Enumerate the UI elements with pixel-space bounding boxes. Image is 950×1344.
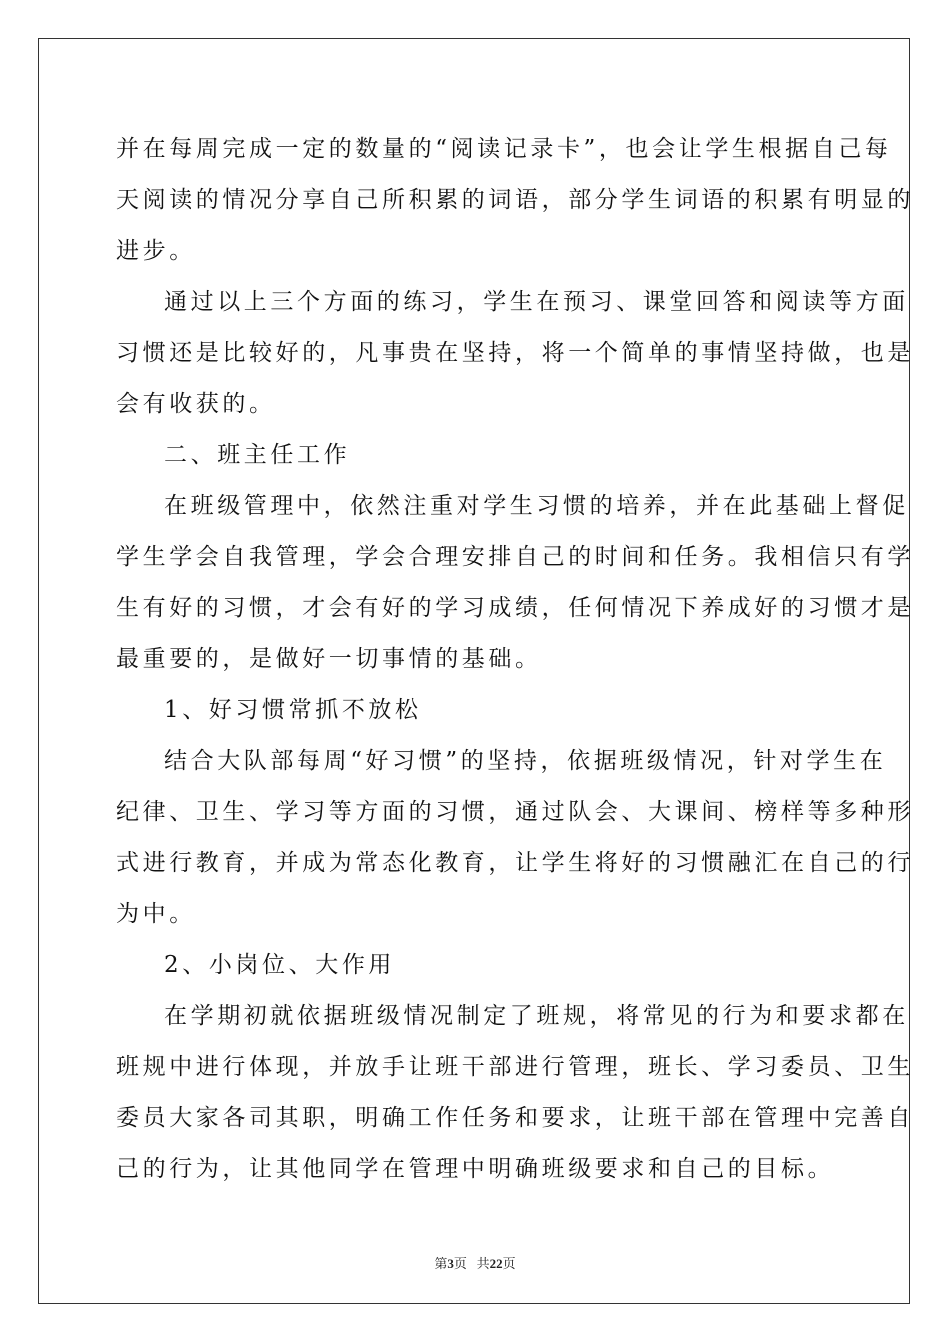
paragraph-line: 在班级管理中，依然注重对学生习惯的培养，并在此基础上督促 (164, 493, 909, 519)
paragraph-line: 在学期初就依据班级情况制定了班规，将常见的行为和要求都在 (164, 1003, 909, 1029)
subsection-heading: 2、小岗位、大作用 (164, 952, 396, 978)
paragraph-line: 己的行为，让其他同学在管理中明确班级要求和自己的目标。 (116, 1156, 835, 1182)
paragraph-line: 并在每周完成一定的数量的“阅读记录卡”，也会让学生根据自己每 (116, 136, 892, 162)
section-heading: 二、班主任工作 (164, 442, 351, 468)
paragraph-line: 纪律、卫生、学习等方面的习惯，通过队会、大课间、榜样等多种形 (116, 799, 914, 825)
paragraph-line: 式进行教育，并成为常态化教育，让学生将好的习惯融汇在自己的行 (116, 850, 914, 876)
paragraph-line: 习惯还是比较好的，凡事贵在坚持，将一个简单的事情坚持做，也是 (116, 340, 914, 366)
paragraph-line: 班规中进行体现，并放手让班干部进行管理，班长、学习委员、卫生 (116, 1054, 914, 1080)
paragraph-line: 生有好的习惯，才会有好的学习成绩，任何情况下养成好的习惯才是 (116, 595, 914, 621)
page-footer (0, 1253, 950, 1272)
total-suffix: 页 (502, 1256, 516, 1271)
document-body (116, 124, 914, 1195)
paragraph-line: 天阅读的情况分享自己所积累的词语，部分学生词语的积累有明显的 (116, 187, 914, 213)
page-prefix: 第 (434, 1256, 448, 1271)
page-suffix: 页 (453, 1256, 467, 1271)
page-total: 22 (489, 1256, 503, 1271)
paragraph-line: 结合大队部每周“好习惯”的坚持，依据班级情况，针对学生在 (164, 748, 887, 774)
paragraph-line: 通过以上三个方面的练习，学生在预习、课堂回答和阅读等方面 (164, 289, 909, 315)
paragraph-line: 学生学会自我管理，学会合理安排自己的时间和任务。我相信只有学 (116, 544, 914, 570)
paragraph-line: 为中。 (116, 901, 196, 927)
paragraph-line: 进步。 (116, 238, 196, 264)
subsection-heading: 1、好习惯常抓不放松 (164, 697, 422, 723)
total-prefix: 共 (476, 1256, 490, 1271)
paragraph-line: 会有收获的。 (116, 391, 276, 417)
page-current: 3 (447, 1256, 454, 1271)
paragraph-line: 最重要的，是做好一切事情的基础。 (116, 646, 542, 672)
paragraph-line: 委员大家各司其职，明确工作任务和要求，让班干部在管理中完善自 (116, 1105, 914, 1131)
